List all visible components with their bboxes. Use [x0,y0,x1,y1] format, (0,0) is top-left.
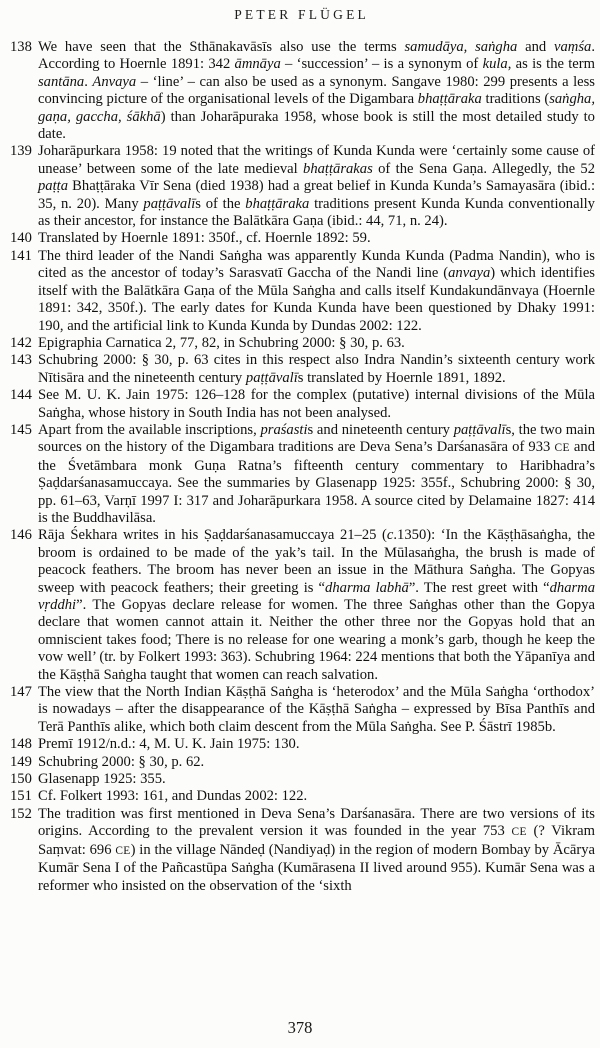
endnote [10,805,595,895]
endnote [10,352,595,387]
endnote-text: Premī 1912/n.d.: 4, M. U. K. Jain 1975: 130. [38,736,300,753]
endnote-number: 152 [10,805,32,822]
running-header: PETER FLÜGEL [234,7,369,22]
endnote [10,39,595,143]
endnote [10,788,595,805]
endnote-text: Joharāpurkara 1958: 19 noted that the writings of Kunda Kunda were ‘certainly some cause of unease’ between some of the late medieval bhaṭṭārakas of the Sena Gaṇa. Allegedly, the 52 paṭṭa Bhaṭṭāraka Vīr Sena (died 1938) had a great belief in Kunda Kunda’s Samayasāra (ibid.: 35, n. 20). Many paṭṭāvalīs of the bhaṭṭāraka traditions present Kunda Kunda conventionally as their ancestor, for instance the Balātkāra Gaṇa (ibid.: 44, 71, n. 24). [38,143,596,230]
endnote [10,684,595,736]
endnote-text: We have seen that the Sthānakavāsīs also use the terms samudāya, saṅgha and vaṃśa. According to Hoernle 1891: 342 āmnāya – ‘succession’ – is a synonym of kula, as is the term santāna. Anvaya – ‘line’ – can also be used as a synonym. Sangave 1980: 299 presents a less convincing picture of the organisational levels of the Digambara bhaṭṭāraka traditions (saṅgha, gaṇa, gaccha, śākhā) than Joharāpuraka 1958, whose book is still the most detailed study to date. [38,39,595,143]
endnote-text: Glasenapp 1925: 355. [38,771,166,788]
endnote-text: Apart from the available inscriptions, praśastis and nineteenth century paṭṭāvalīs, the two main sources on the history of the Digambara traditions are Deva Sena’s Darśanasāra of 933 CE and the Śvetāmbara monk Guṇa Ratna’s fifteenth century commentary to Haribhadra’s Ṣaḍdarśanasamuccaya. See the summaries by Glasenapp 1925: 355f., Schubring 2000: § 30, pp. 61–63, Varṇī 1997 I: 317 and Joharāpurkara 1958. A source cited by Delamaine 1827: 414 is the Buddhavilāsa. [38,421,595,526]
endnote-number: 138 [10,39,32,55]
endnote-number: 147 [10,684,32,701]
endnote-number: 148 [10,736,32,753]
endnotes-list [10,39,596,895]
endnote [10,230,595,247]
endnote [10,527,596,684]
endnote-number: 144 [10,387,32,404]
endnote-text: Rāja Śekhara writes in his Ṣaḍdarśanasamuccaya 21–25 (c.1350): ‘In the Kāṣṭhāsaṅgha, the broom is ordained to be made of the yak’s tail. In the Mūlasaṅgha, the brush is made of peacock feathers. The broom has never been an issue in the Māthura Saṅgha. The Gopyas sweep with peacock feathers; their greeting is “dharma labhā”. The rest greet with “dharma vṛddhi”. The Gopyas declare release for women. The three Saṅghas other than the Gopya declare that women cannot attain it. Neither the other three nor the Gopyas hold that an omniscient takes food; There is no release for one wearing a monk’s garb, though he keep the vow well’ (tr. by Folkert 1993: 363). Schubring 1964: 224 mentions that both the Yāpanīya and the Kāṣṭhā Saṅgha taught that women can reach salvation. [38,527,596,683]
endnote-text: Cf. Folkert 1993: 161, and Dundas 2002: 122. [38,788,308,805]
endnote-number: 143 [10,352,32,369]
endnote [10,753,595,771]
endnote-text: Epigraphia Carnatica 2, 77, 82, in Schubring 2000: § 30, p. 63. [38,334,405,351]
endnote-text: The third leader of the Nandi Saṅgha was apparently Kunda Kunda (Padma Nandin), who is cited as the ancestor of today’s Sarasvatī Gaccha of the Nandi line (anvaya) which identifies itself with the Balātkāra Gaṇa of the Mūla Saṅgha and calls itself Kundakundānvaya (Hoernle 1891: 342, 350f.). The early dates for Kunda Kunda have been questioned by Dhaky 1991: 190, and the artificial link to Kunda Kunda by Dundas 2002: 122. [38,247,595,334]
endnote [10,334,595,352]
endnote-text: Schubring 2000: § 30, p. 62. [38,753,205,770]
endnote-number: 139 [10,143,32,160]
endnote [10,771,595,788]
endnote-text: The view that the North Indian Kāṣṭhā Saṅgha is ‘heterodox’ and the Mūla Saṅgha ‘orthodox’ is nowadays – after the disappearance of the Kāṣṭhā Saṅgha – expressed by Bīsa Panthīs and Terā Panthīs alike, which both claim descent from the Mūla Saṅgha. See P. Śāstrī 1985b. [38,684,595,735]
endnote-number: 145 [10,421,32,438]
endnote-text: See M. U. K. Jain 1975: 126–128 for the complex (putative) internal divisions of the Mūla Saṅgha, whose history in South India has not been analysed. [38,387,595,421]
endnote [10,143,596,230]
endnote-text: Translated by Hoernle 1891: 350f., cf. Hoernle 1892: 59. [38,230,371,247]
endnote-text: Schubring 2000: § 30, p. 63 cites in this respect also Indra Nandin’s sixteenth century work Nītisāra and the nineteenth century paṭṭāvalīs translated by Hoernle 1891, 1892. [38,352,595,386]
endnote [10,421,595,527]
endnote-number: 142 [10,334,32,351]
endnote-number: 149 [10,753,32,770]
endnote [10,387,595,422]
page-number: 378 [287,1018,313,1037]
endnote-number: 146 [10,527,32,544]
endnote-text: The tradition was first mentioned in Deva Sena’s Darśanasāra. There are two versions of its origins. According to the prevalent version it was founded in the year 753 CE (? Vikram Saṃvat: 696 CE) in the village Nāndeḍ (Nandiyaḍ) in the region of modern Bombay by Ācārya Kumār Sena I of the Pañcastūpa Saṅgha (Kumārasena II lived around 955). Kumār Sena was a reformer who insisted on the observation of the ‘sixth [38,805,595,894]
endnote-number: 150 [10,771,32,788]
endnote-number: 140 [10,230,32,247]
endnote-number: 151 [10,788,32,805]
endnote-number: 141 [10,247,32,264]
endnote [10,736,595,753]
endnote [10,247,595,335]
